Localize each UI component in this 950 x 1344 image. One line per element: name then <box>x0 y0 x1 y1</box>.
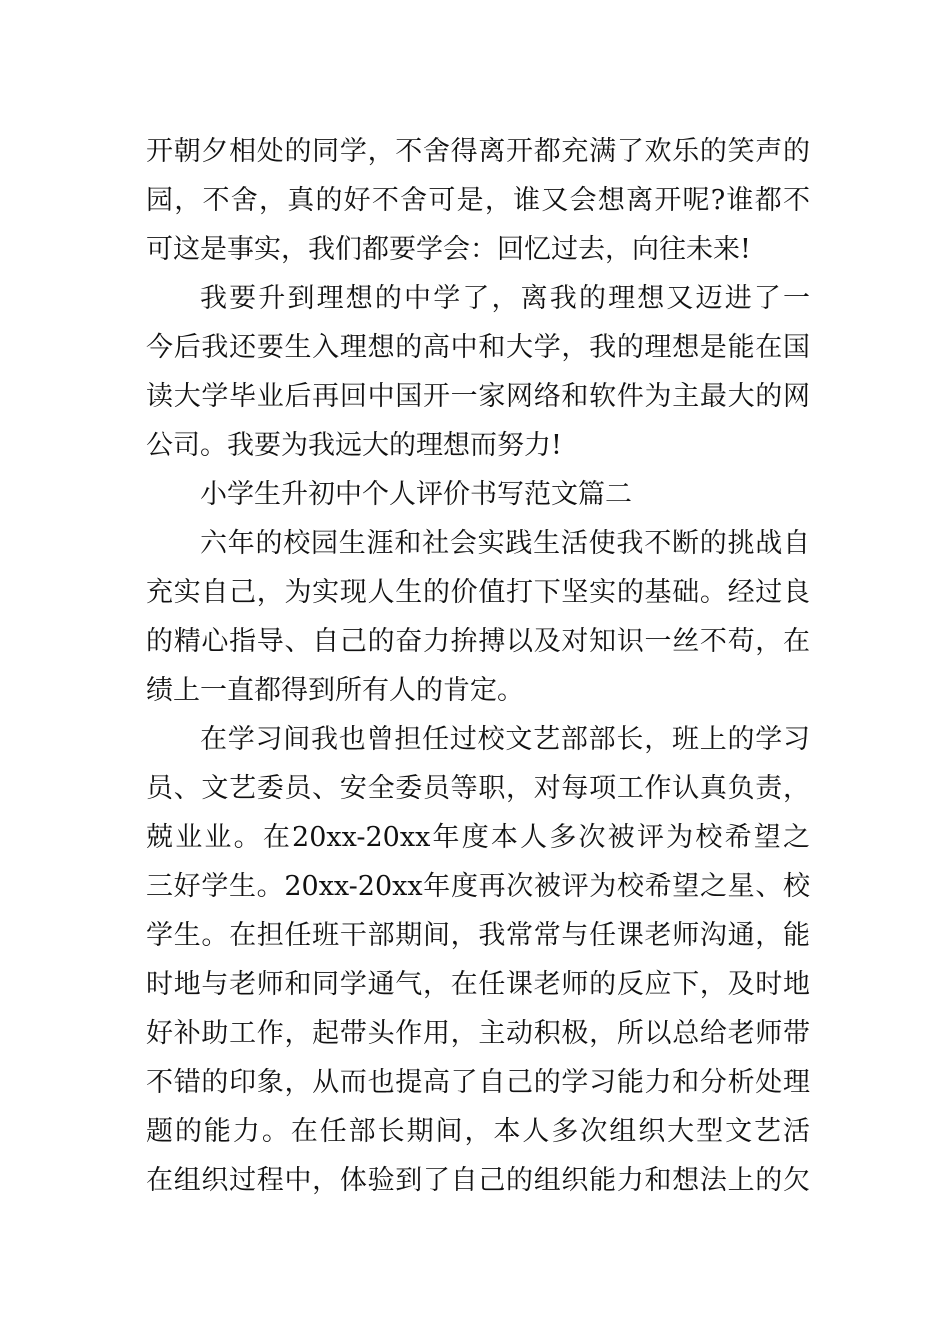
text-line-12: 绩上一直都得到所有人的肯定。 <box>146 675 524 706</box>
section-heading: 小学生升初中个人评价书写范文篇二 <box>200 479 632 510</box>
text-line-5: 今后我还要生入理想的高中和大学，我的理想是能在国 <box>146 332 810 363</box>
text-line-20: 不错的印象，从而也提高了自己的学习能力和分析处理 <box>146 1067 810 1098</box>
text-line-19: 好补助工作，起带头作用，主动积极，所以总给老师带 <box>146 1018 810 1049</box>
text-line-6: 读大学毕业后再回中国开一家网络和软件为主最大的网 <box>146 381 810 412</box>
text-line-1: 开朝夕相处的同学，不舍得离开都充满了欢乐的笑声的 <box>146 136 810 167</box>
text-line-22: 在组织过程中，体验到了自己的组织能力和想法上的欠 <box>146 1165 810 1196</box>
text-line-9: 六年的校园生涯和社会实践生活使我不断的挑战自 <box>200 528 810 559</box>
text-line-16: 三好学生。20xx-20xx年度再次被评为校希望之星、校 <box>146 871 810 902</box>
text-line-17: 学生。在担任班干部期间，我常常与任课老师沟通，能 <box>146 920 810 951</box>
text-line-15: 兢业业。在20xx-20xx年度本人多次被评为校希望之 <box>146 822 810 853</box>
text-line-7: 公司。我要为我远大的理想而努力! <box>146 430 562 461</box>
text-line-3: 可这是事实，我们都要学会：回忆过去，向往未来! <box>146 234 751 265</box>
text-line-11: 的精心指导、自己的奋力拚搏以及对知识一丝不苟，在 <box>146 626 810 657</box>
text-line-4: 我要升到理想的中学了，离我的理想又迈进了一 <box>200 283 810 314</box>
text-line-10: 充实自己，为实现人生的价值打下坚实的基础。经过良 <box>146 577 810 608</box>
text-line-21: 题的能力。在任部长期间，本人多次组织大型文艺活 <box>146 1116 810 1147</box>
document-body <box>146 127 810 1205</box>
text-line-13: 在学习间我也曾担任过校文艺部部长，班上的学习 <box>200 724 810 755</box>
text-line-18: 时地与老师和同学通气，在任课老师的反应下，及时地 <box>146 969 810 1000</box>
text-line-2: 园，不舍，真的好不舍可是，谁又会想离开呢?谁都不 <box>146 185 810 216</box>
text-line-14: 员、文艺委员、安全委员等职，对每项工作认真负责， <box>146 773 810 804</box>
